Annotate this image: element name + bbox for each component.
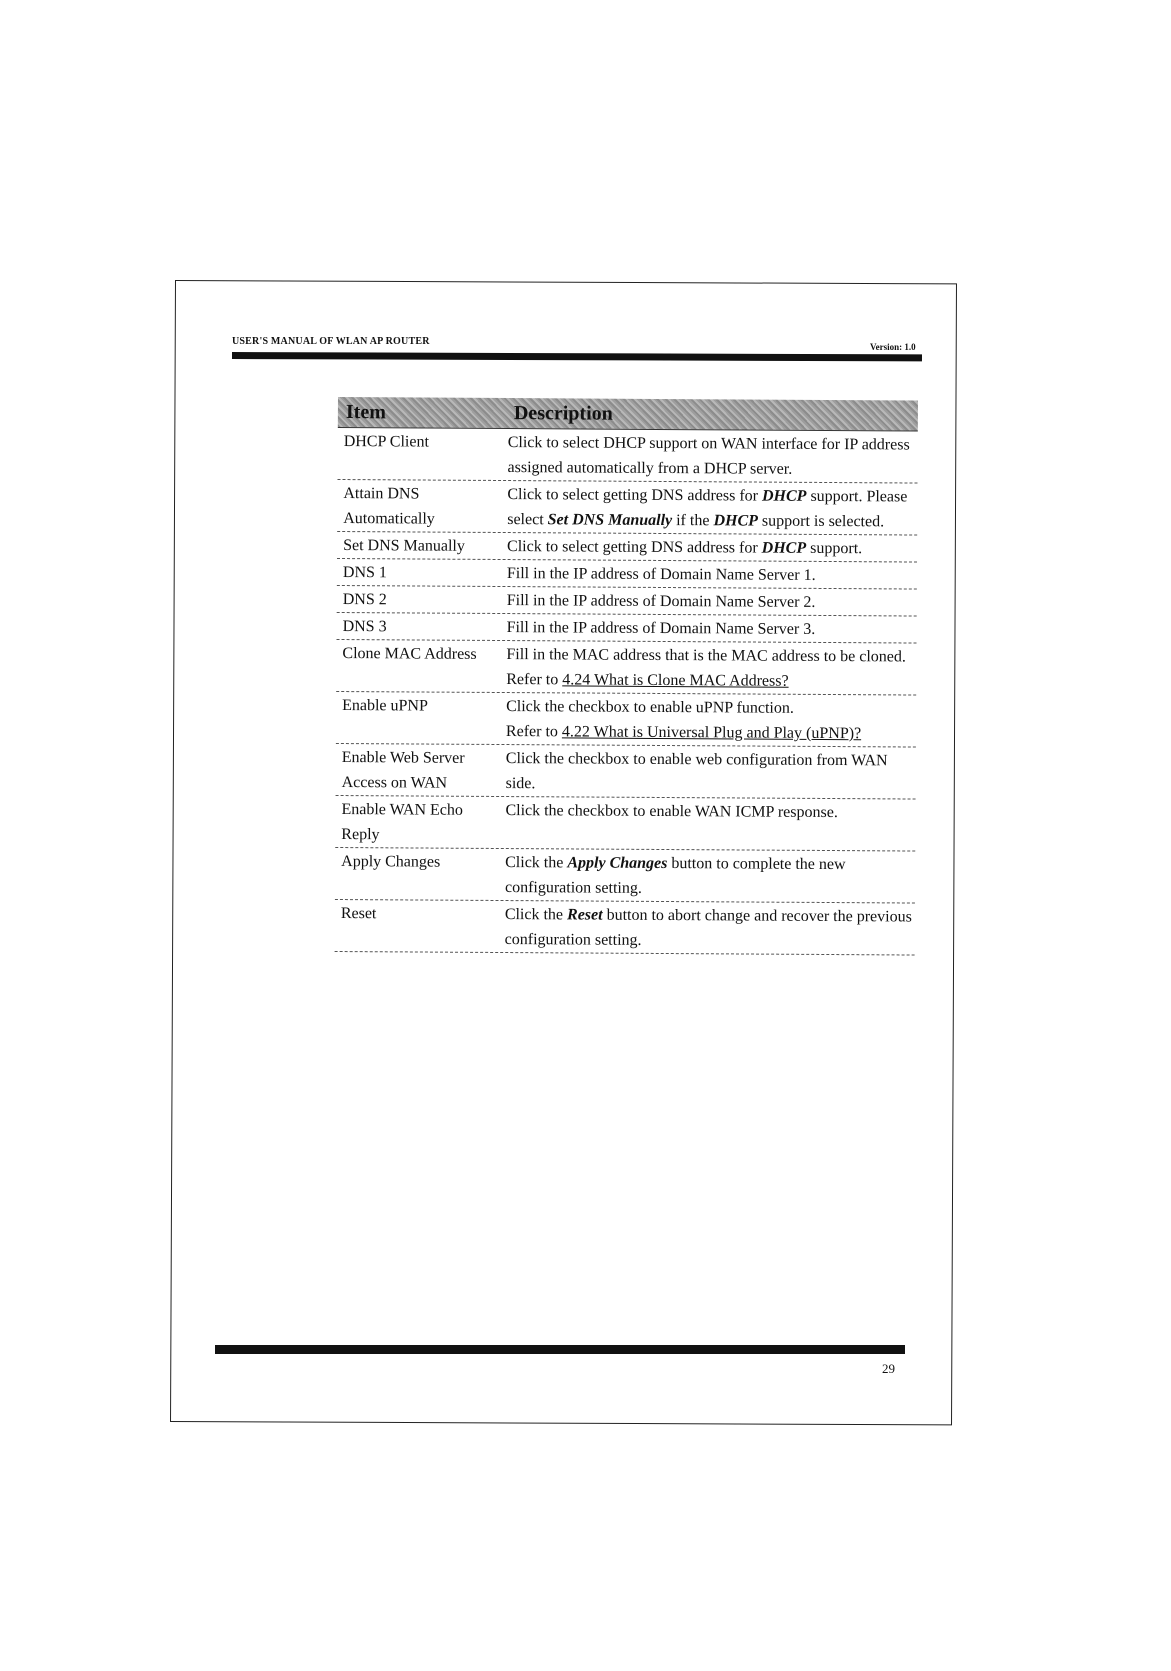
row-item: Enable WAN Echo Reply — [341, 801, 463, 844]
footer-rule — [215, 1345, 905, 1354]
row-description: Fill in the MAC address that is the MAC address to be cloned. Refer to 4.24 What is Clone MAC Address? — [506, 646, 906, 690]
row-item: DHCP Client — [343, 433, 429, 451]
manual-title: USER'S MANUAL OF WLAN AP ROUTER — [232, 336, 430, 347]
table-row — [337, 586, 917, 617]
row-item: Apply Changes — [341, 853, 441, 871]
row-item: DNS 1 — [342, 564, 387, 582]
settings-table — [335, 397, 918, 956]
column-header-item: Item — [345, 400, 386, 423]
row-description: Click to select getting DNS address for DHCP support. Please select Set DNS Manually if the DHCP support is selected. — [507, 486, 908, 531]
row-item: Set DNS Manually — [343, 537, 465, 555]
table-row — [335, 900, 915, 956]
table-row — [337, 428, 917, 484]
row-item: Reset — [340, 905, 377, 923]
table-row — [336, 692, 916, 748]
table-row — [337, 559, 917, 590]
table-row — [336, 640, 916, 696]
row-item: Enable Web Server Access on WAN — [341, 749, 465, 792]
row-description: Fill in the IP address of Domain Name Server 2. — [506, 592, 816, 611]
table-row — [337, 613, 917, 644]
page-number: 29 — [882, 1361, 895, 1376]
column-header-description: Description — [513, 401, 613, 425]
row-description: Click to select DHCP support on WAN interface for IP address assigned automatically from a DHCP server. — [507, 434, 910, 478]
table-row — [336, 744, 916, 800]
row-description: Fill in the IP address of Domain Name Server 1. — [506, 565, 816, 584]
row-description: Click the Apply Changes button to complete the new configuration setting. — [504, 854, 846, 897]
table-row — [335, 796, 915, 852]
table-row — [337, 532, 917, 563]
table-row — [337, 480, 917, 536]
row-description: Click the checkbox to enable WAN ICMP response. — [505, 802, 838, 822]
row-item: Enable uPNP — [342, 697, 428, 715]
row-item: DNS 2 — [342, 591, 387, 609]
version-label: Version: 1.0 — [870, 342, 916, 352]
row-description: Click the checkbox to enable uPNP function. Refer to 4.22 What is Universal Plug and Play (uPNP)? — [505, 698, 862, 743]
table-row — [335, 848, 915, 904]
row-item: Clone MAC Address — [342, 645, 477, 663]
row-description: Click to select getting DNS address for DHCP support. — [507, 538, 863, 558]
row-description: Fill in the IP address of Domain Name Server 3. — [506, 619, 816, 638]
row-item: DNS 3 — [342, 618, 387, 636]
row-description: Click the checkbox to enable web configuration from WAN side. — [505, 750, 888, 793]
clone-mac-link[interactable]: 4.24 What is Clone MAC Address? — [562, 671, 789, 690]
row-description: Click the Reset button to abort change and recover the previous configuration setting. — [504, 906, 912, 949]
table-header — [338, 397, 918, 432]
row-item: Attain DNS Automatically — [343, 485, 435, 528]
upnp-link[interactable]: 4.22 What is Universal Plug and Play (uPNP)? — [561, 723, 862, 743]
